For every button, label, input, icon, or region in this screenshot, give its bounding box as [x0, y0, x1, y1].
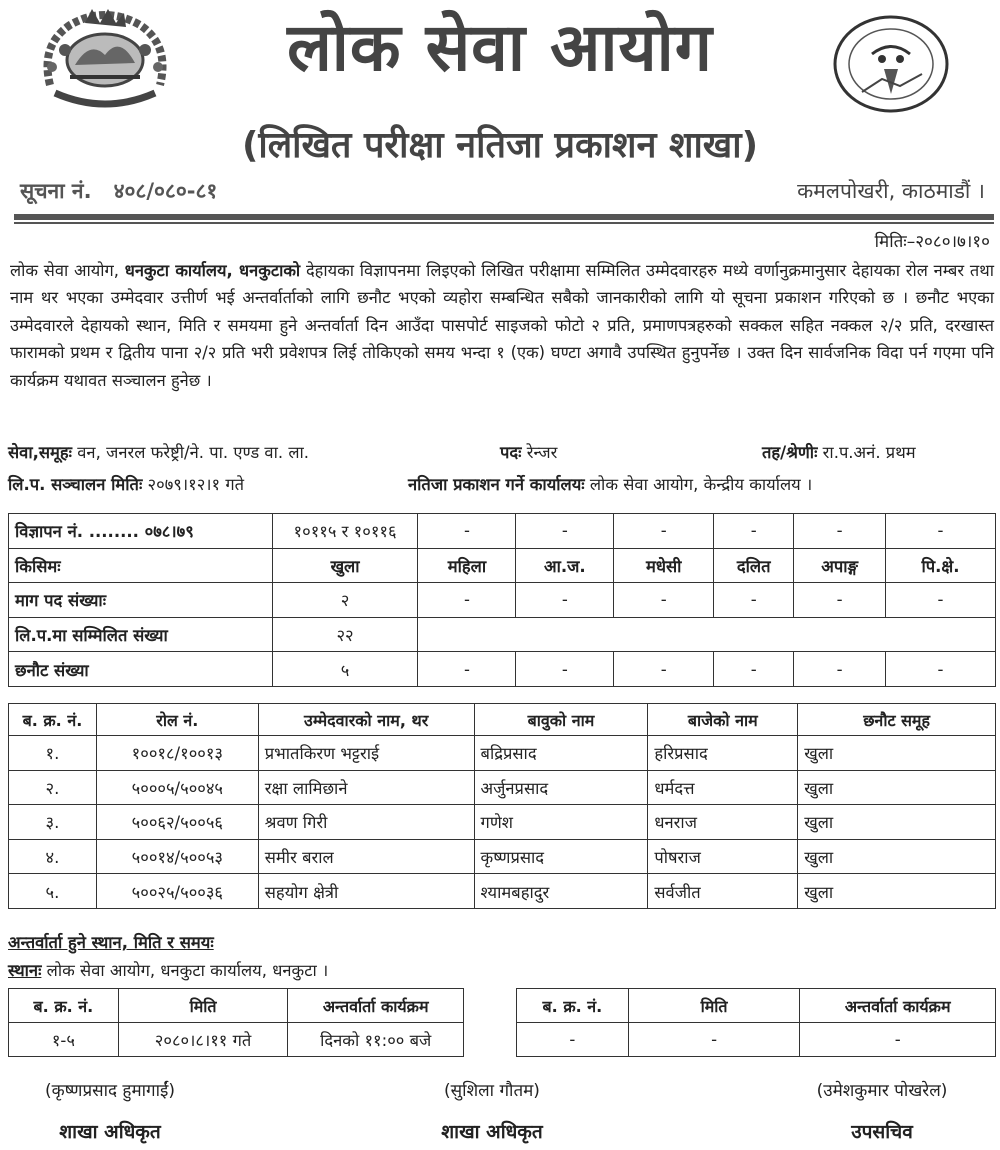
grandfather-cell: पोषराज: [648, 839, 798, 874]
summary-row-selected: [9, 652, 996, 687]
service-label: सेवा,समूहः: [8, 443, 72, 462]
intro-part2: देहायका विज्ञापनमा लिइएको लिखित परीक्षामा सम्मिलित उम्मेदवारहरु मध्ये वर्णानुक्रमानुसार देहायका रोल नम्बर तथा नाम थर भएका उम्मेदवार उत्तीर्ण भई अन्तर्वार्ताको लागि छनौट भएको व्यहोरा सम्बन्धित सबैको जानकारीको लागि यो सूचना प्रकाशन गरिएको छ । छनौट भएका उम्मेदवारले देहायको स्थान, मिति र समयमा हुने अन्तर्वार्ता दिन आउँदा पासपोर्ट साइजको फोटो २ प्रति, प्रमाणपत्रहरुको सक्कल सहित नक्कल २/२ प्रति, दरखास्त फारामको प्रथम र द्वितीय पाना २/२ प्रति भरी प्रवेशपत्र लिई तोकिएको समय भन्दा १ (एक) घण्टा अगावै उपस्थित हुनुपर्नेछ । उक्त दिन सार्वजनिक विदा पर्न गएमा पनि कार्यक्रम यथावत सञ्चालन हुनेछ ।: [10, 261, 994, 390]
column-header: ब. क्र. नं.: [9, 704, 97, 736]
signature-title: शाखा अधिकृत: [441, 1121, 543, 1143]
result-office-value: लोक सेवा आयोग, केन्द्रीय कार्यालय ।: [589, 475, 813, 494]
summary-empty-cell: [418, 617, 996, 652]
notice-label: सूचना नं.: [20, 179, 92, 203]
grandfather-cell: सर्वजीत: [648, 874, 798, 909]
serial-cell: ३.: [9, 805, 97, 840]
column-header: बावुको नाम: [474, 704, 648, 736]
summary-cell: -: [418, 583, 516, 618]
summary-cell: -: [614, 652, 714, 687]
summary-cell: -: [794, 652, 886, 687]
serial-cell: १-५: [9, 1023, 119, 1057]
summary-row-type: [9, 548, 996, 583]
summary-cell: -: [714, 652, 794, 687]
summary-row-advert: [9, 514, 996, 549]
notice-date: मितिः–२०८०।७।१०: [874, 232, 990, 252]
table-row: [9, 874, 996, 909]
summary-cell: दलित: [714, 548, 794, 583]
group-cell: खुला: [798, 770, 996, 805]
summary-cell: -: [794, 514, 886, 549]
column-header: उम्मेदवारको नाम, थर: [258, 704, 474, 736]
level-value: रा.प.अनं. प्रथम: [822, 443, 916, 462]
summary-cell: -: [886, 652, 996, 687]
father-cell: बद्रिप्रसाद: [474, 736, 648, 771]
summary-cell: खुला: [272, 548, 418, 583]
table-row: [9, 839, 996, 874]
service-value: वन, जनरल फरेष्ट्री/ने. पा. एण्ड वा. ला.: [77, 443, 310, 462]
father-cell: अर्जुनप्रसाद: [474, 770, 648, 805]
post: [500, 440, 557, 463]
interview-title: अन्तर्वार्ता हुने स्थान, मिति र समयः: [8, 933, 214, 952]
column-header: अन्तर्वार्ता कार्यक्रम: [800, 989, 996, 1023]
group-cell: खुला: [798, 839, 996, 874]
time-cell: दिनको ११:०० बजे: [288, 1023, 464, 1057]
grandfather-cell: धनराज: [648, 805, 798, 840]
interview-header-row: [9, 989, 464, 1023]
column-header: छनौट समूह: [798, 704, 996, 736]
father-cell: कृष्णप्रसाद: [474, 839, 648, 874]
date-cell: २०८०।८।११ गते: [118, 1023, 288, 1057]
grandfather-cell: हरिप्रसाद: [648, 736, 798, 771]
post-value: रेन्जर: [526, 443, 558, 462]
summary-cell: -: [418, 514, 516, 549]
summary-table: [8, 513, 996, 687]
interview-header-row: [517, 989, 996, 1023]
group-cell: खुला: [798, 805, 996, 840]
father-cell: गणेश: [474, 805, 648, 840]
exam-date-label: लि.प. सञ्चालन मितिः: [8, 475, 143, 494]
table-row: [9, 805, 996, 840]
column-header: मिति: [628, 989, 800, 1023]
notice-number: ४०८/०८०-८१: [113, 179, 218, 203]
post-label: पदः: [500, 443, 522, 462]
summary-row-demand: [9, 583, 996, 618]
roll-cell: ५००१४/५००५३: [96, 839, 258, 874]
summary-cell: आ.ज.: [516, 548, 614, 583]
candidates-header-row: [9, 704, 996, 736]
roll-cell: ५००२५/५००३६: [96, 874, 258, 909]
candidates-table: [8, 703, 996, 909]
table-row: [9, 1023, 464, 1057]
name-cell: प्रभातकिरण भट्टराई: [258, 736, 474, 771]
summary-cell: -: [886, 514, 996, 549]
level-label: तह/श्रेणीः: [762, 443, 818, 462]
psc-seal-icon: [832, 14, 950, 114]
appeared-value: २२: [272, 617, 418, 652]
column-header: रोल नं.: [96, 704, 258, 736]
column-header: अन्तर्वार्ता कार्यक्रम: [288, 989, 464, 1023]
serial-cell: २.: [9, 770, 97, 805]
interview-table-left: [8, 988, 464, 1057]
name-cell: श्रवण गिरी: [258, 805, 474, 840]
demand-label: माग पद संख्याः: [9, 583, 273, 618]
level: [762, 440, 916, 463]
exam-date-value: २०७९।१२।१ गते: [147, 475, 245, 494]
signature-title: उपसचिव: [851, 1121, 913, 1143]
selected-label: छनौट संख्या: [9, 652, 273, 687]
serial-cell: -: [517, 1023, 629, 1057]
page-title: लोक सेवा आयोग: [287, 9, 713, 86]
column-header: ब. क्र. नं.: [9, 989, 119, 1023]
meta-row-exam: [8, 472, 992, 498]
serial-cell: १.: [9, 736, 97, 771]
office-location: कमलपोखरी, काठमाडौं ।: [797, 179, 985, 203]
serial-cell: ५.: [9, 874, 97, 909]
summary-cell: -: [418, 652, 516, 687]
group-cell: खुला: [798, 736, 996, 771]
place-label: स्थानः: [8, 961, 42, 980]
group-cell: खुला: [798, 874, 996, 909]
interview-place: [8, 958, 328, 981]
signature-name: (उमेशकुमार पोखरेल): [816, 1081, 948, 1101]
grandfather-cell: धर्मदत्त: [648, 770, 798, 805]
summary-cell: २: [272, 583, 418, 618]
meta-row-service: [8, 440, 992, 466]
result-office: [408, 472, 812, 495]
name-cell: रक्षा लामिछाने: [258, 770, 474, 805]
date-cell: -: [628, 1023, 800, 1057]
column-header: बाजेको नाम: [648, 704, 798, 736]
divider-thick: [14, 214, 994, 220]
signature-name: (कृष्णप्रसाद हुमागाईं): [44, 1081, 175, 1101]
father-cell: श्यामबहादुर: [474, 874, 648, 909]
exam-date: [8, 472, 244, 495]
notice-number-block: [20, 177, 217, 205]
signature-title: शाखा अधिकृत: [59, 1121, 161, 1143]
summary-cell: पि.क्षे.: [886, 548, 996, 583]
column-header: ब. क्र. नं.: [517, 989, 629, 1023]
name-cell: सहयोग क्षेत्री: [258, 874, 474, 909]
interview-table-right: [516, 988, 996, 1057]
summary-cell: -: [714, 514, 794, 549]
header: [0, 0, 1000, 180]
signature-name: (सुशिला गौतम): [444, 1081, 540, 1101]
result-office-label: नतिजा प्रकाशन गर्ने कार्यालयः: [408, 475, 585, 494]
roll-cell: ५०००५/५००४५: [96, 770, 258, 805]
summary-cell: अपाङ्ग: [794, 548, 886, 583]
advert-label: विज्ञापन नं. ........ ०७८।७९: [9, 514, 273, 549]
summary-cell: -: [886, 583, 996, 618]
summary-cell: ५: [272, 652, 418, 687]
name-cell: समीर बराल: [258, 839, 474, 874]
table-row: [9, 770, 996, 805]
summary-cell: -: [714, 583, 794, 618]
summary-cell: महिला: [418, 548, 516, 583]
roll-cell: १००१८/१००१३: [96, 736, 258, 771]
summary-cell: -: [614, 583, 714, 618]
intro-part1: लोक सेवा आयोग,: [10, 261, 125, 280]
summary-cell: -: [516, 583, 614, 618]
summary-cell: -: [614, 514, 714, 549]
notice-line: [20, 177, 985, 207]
divider-thin: [14, 222, 994, 224]
intro-paragraph: [10, 257, 994, 394]
type-label: किसिमः: [9, 548, 273, 583]
intro-office: धनकुटा कार्यालय, धनकुटाको: [124, 261, 301, 280]
summary-cell: -: [794, 583, 886, 618]
roll-cell: ५००६२/५००५६: [96, 805, 258, 840]
column-header: मिति: [118, 989, 288, 1023]
summary-cell: -: [516, 514, 614, 549]
summary-row-appeared: [9, 617, 996, 652]
table-row: [9, 736, 996, 771]
table-row: [517, 1023, 996, 1057]
time-cell: -: [800, 1023, 996, 1057]
summary-cell: मधेसी: [614, 548, 714, 583]
place-value: लोक सेवा आयोग, धनकुटा कार्यालय, धनकुटा ।: [46, 961, 329, 980]
serial-cell: ४.: [9, 839, 97, 874]
page-subtitle: (लिखित परीक्षा नतिजा प्रकाशन शाखा): [241, 125, 759, 166]
service-group: [8, 440, 309, 463]
summary-cell: -: [516, 652, 614, 687]
appeared-label: लि.प.मा सम्मिलित संख्या: [9, 617, 273, 652]
summary-cell: १०११५ र १०११६: [272, 514, 418, 549]
